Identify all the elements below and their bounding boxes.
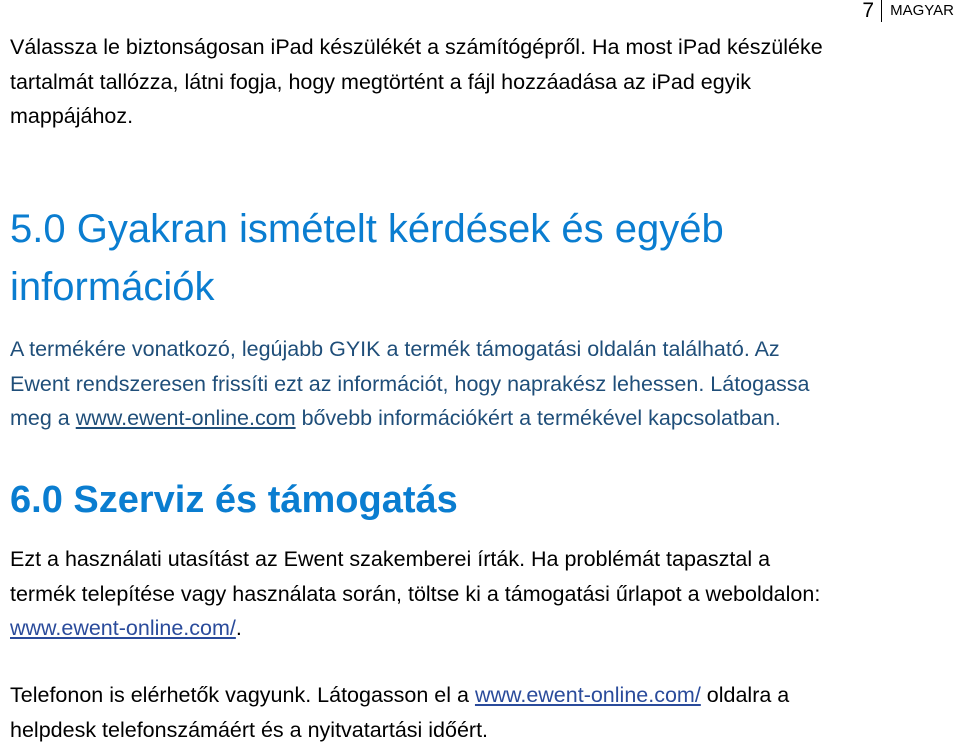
section-5-heading-line-1: 5.0 Gyakran ismételt kérdések és egyéb xyxy=(10,200,724,258)
section-6-line-3-suffix: . xyxy=(236,616,242,640)
section-6-heading: 6.0 Szerviz és támogatás xyxy=(10,475,458,525)
section-6-line-3 xyxy=(10,611,820,646)
support-form-link[interactable]: www.ewent-online.com/ xyxy=(10,616,236,640)
phone-line-1 xyxy=(10,678,789,713)
section-5-heading-line-2: információk xyxy=(10,258,724,316)
section-5-heading xyxy=(10,200,724,316)
phone-line-suffix: oldalra a xyxy=(701,683,789,707)
page-header xyxy=(862,0,954,22)
intro-line-1: Válassza le biztonságosan iPad készülékét a számítógépről. Ha most iPad készüléke xyxy=(10,30,823,65)
section-6-paragraph xyxy=(10,542,820,646)
page-number: 7 xyxy=(862,0,881,22)
phone-paragraph xyxy=(10,678,789,747)
section-5-line-3-suffix: bővebb információkért a termékével kapcsolatban. xyxy=(296,406,781,430)
intro-line-3: mappájához. xyxy=(10,99,823,134)
section-5-line-1: A termékére vonatkozó, legújabb GYIK a termék támogatási oldalán található. Az xyxy=(10,332,810,367)
helpdesk-link[interactable]: www.ewent-online.com/ xyxy=(475,683,701,707)
section-5-line-2: Ewent rendszeresen frissíti ezt az információt, hogy naprakész lehessen. Látogassa xyxy=(10,367,810,402)
section-5-line-3-prefix: meg a xyxy=(10,406,76,430)
ewent-website-link[interactable]: www.ewent-online.com xyxy=(76,406,296,430)
section-6-line-2: termék telepítése vagy használata során, töltse ki a támogatási űrlapot a weboldalon: xyxy=(10,577,820,612)
intro-paragraph xyxy=(10,30,823,134)
section-6-line-1: Ezt a használati utasítást az Ewent szakemberei írták. Ha problémát tapasztal a xyxy=(10,542,820,577)
phone-line-2: helpdesk telefonszámáért és a nyitvatartási időért. xyxy=(10,713,789,747)
section-5-line-3 xyxy=(10,401,810,436)
intro-line-2: tartalmát tallózza, látni fogja, hogy megtörtént a fájl hozzáadása az iPad egyik xyxy=(10,65,823,100)
phone-line-prefix: Telefonon is elérhetők vagyunk. Látogasson el a xyxy=(10,683,475,707)
section-5-paragraph xyxy=(10,332,810,436)
language-label: MAGYAR xyxy=(882,0,954,22)
